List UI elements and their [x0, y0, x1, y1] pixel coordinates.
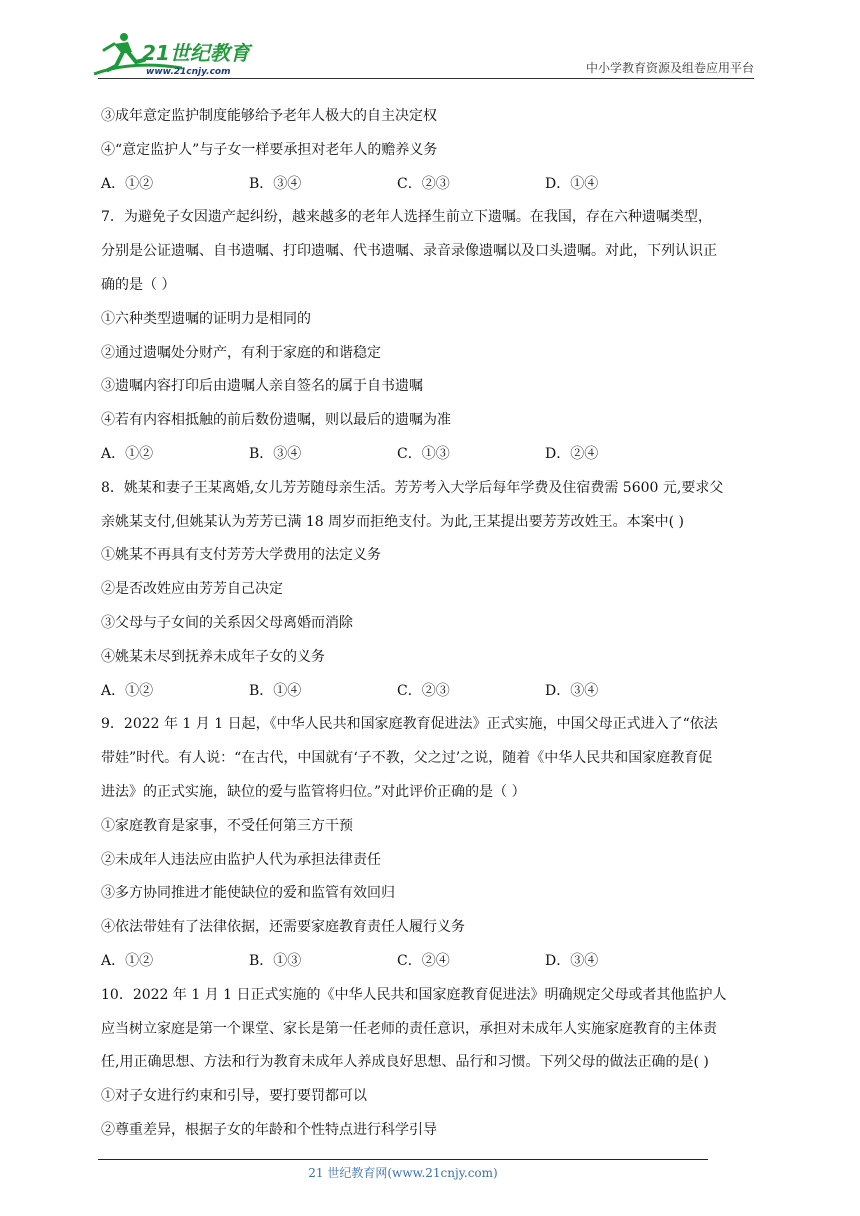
footer-text: 21 世纪教育网(www.21cnjy.com)	[308, 1166, 498, 1180]
answer-options	[101, 675, 761, 709]
answer-options	[101, 438, 761, 472]
text-line: ③成年意定监护制度能够给予老年人极大的自主决定权	[101, 108, 437, 124]
page-header	[0, 0, 860, 90]
answer-option: C．②③	[397, 682, 450, 699]
text-line: ③父母与子女间的关系因父母离婚而消除	[101, 614, 353, 631]
text-line: 带娃”时代。有人说：“在古代，中国就有‘子不教，父之过’之说，随着《中华人民共和国家庭教育促	[101, 750, 713, 767]
text-line: ①家庭教育是家事，不受任何第三方干预	[101, 817, 353, 834]
text-line: ②通过遗嘱处分财产，有利于家庭的和谐稳定	[101, 344, 381, 361]
text-line: ②未成年人违法应由监护人代为承担法律责任	[101, 851, 381, 868]
logo-figure-head-icon	[120, 33, 128, 41]
answer-option: C．①③	[397, 445, 450, 462]
text-line: ②是否改姓应由芳芳自己决定	[101, 581, 283, 598]
text-line: 进法》的正式实施，缺位的爱与监管将归位。”对此评价正确的是（ ）	[101, 783, 526, 800]
text-line: ①对子女进行约束和引导，要打要罚都可以	[101, 1088, 367, 1105]
text-line: ①姚某不再具有支付芳芳大学费用的法定义务	[101, 547, 381, 564]
answer-option: A．①②	[101, 952, 154, 969]
text-line: 任,用正确思想、方法和行为教育未成年人养成良好思想、品行和习惯。下列父母的做法正确的是( )	[101, 1054, 709, 1071]
logo-url: www.21cnjy.com	[146, 67, 231, 77]
logo-21cnjy	[92, 30, 262, 80]
answer-option: D．③④	[545, 682, 599, 699]
text-line: 确的是（ ）	[101, 276, 176, 293]
answer-option: B．③④	[249, 445, 302, 462]
answer-option: A．①②	[101, 175, 154, 192]
footer-divider	[98, 1159, 708, 1160]
exam-content	[101, 100, 761, 1148]
text-line: 亲姚某支付,但姚某认为芳芳已满 18 周岁而拒绝支付。为此,王某提出要芳芳改姓王。本案中( )	[101, 513, 684, 530]
answer-option: B．①④	[249, 682, 302, 699]
answer-option: A．①②	[101, 682, 154, 699]
text-line: 9．2022 年 1 月 1 日起，《中华人民共和国家庭教育促进法》正式实施，中国父母正式进入了“依法	[101, 716, 718, 733]
answer-option: A．①②	[101, 445, 154, 462]
text-line: ③遗嘱内容打印后由遗嘱人亲自签名的属于自书遗嘱	[101, 378, 423, 395]
answer-options	[101, 945, 761, 979]
text-line: ②尊重差异，根据子女的年龄和个性特点进行科学引导	[101, 1121, 437, 1138]
answer-option: D．③④	[545, 952, 599, 969]
text-line: 应当树立家庭是第一个课堂、家长是第一任老师的责任意识，承担对未成年人实施家庭教育的主体责	[101, 1020, 717, 1037]
text-line: ③多方协同推进才能使缺位的爱和监管有效回归	[101, 885, 395, 902]
answer-option: B．①③	[249, 952, 302, 969]
answer-option: D．②④	[545, 445, 599, 462]
text-line: ①六种类型遗嘱的证明力是相同的	[101, 310, 311, 327]
text-line: 分别是公证遗嘱、自书遗嘱、打印遗嘱、代书遗嘱、录音录像遗嘱以及口头遗嘱。对此，下列认识正	[101, 243, 717, 260]
text-line: ④依法带娃有了法律依据，还需要家庭教育责任人履行义务	[101, 919, 465, 936]
text-line: ④若有内容相抵触的前后数份遗嘱，则以最后的遗嘱为准	[101, 412, 451, 429]
header-platform-name: 中小学教育资源及组卷应用平台	[585, 61, 754, 75]
text-line: 10．2022 年 1 月 1 日正式实施的《中华人民共和国家庭教育促进法》明确规定父母或者其他监护人	[101, 986, 727, 1003]
text-line: 7．为避免子女因遗产起纠纷，越来越多的老年人选择生前立下遗嘱。在我国，存在六种遗嘱类型，	[101, 209, 712, 226]
answer-option: D．①④	[545, 175, 599, 192]
answer-option: C．②④	[397, 952, 450, 969]
answer-options	[101, 168, 761, 202]
header-divider	[98, 78, 754, 79]
logo-wordmark: 21世纪教育	[142, 41, 250, 65]
answer-option: B．③④	[249, 175, 302, 192]
text-line: ④姚某未尽到抚养未成年子女的义务	[101, 648, 325, 665]
text-line: 8．姚某和妻子王某离婚,女儿芳芳随母亲生活。芳芳考入大学后每年学费及住宿费需 5600 元,要求父	[101, 479, 724, 496]
text-line: ④“意定监护人”与子女一样要承担对老年人的赡养义务	[101, 141, 438, 158]
answer-option: C．②③	[397, 175, 450, 192]
